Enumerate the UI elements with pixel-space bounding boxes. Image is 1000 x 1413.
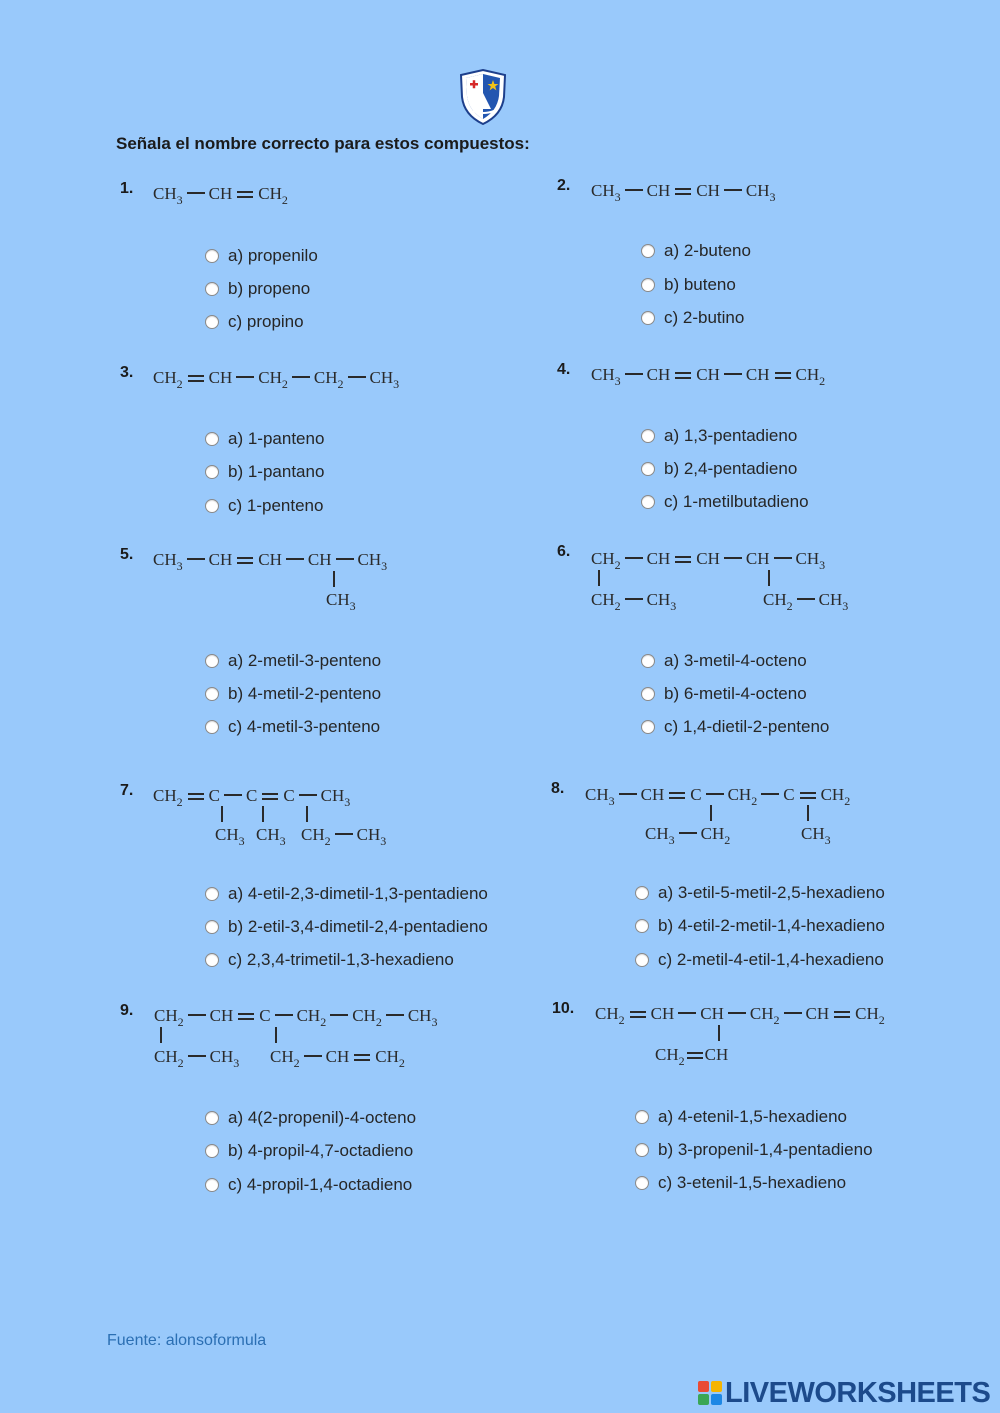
- question-3-option-b[interactable]: b) 1-pantano: [205, 461, 324, 483]
- question-8-formula-main: $CH_3$ CH C $CH_2$ C $CH_2$: [585, 785, 851, 808]
- question-7-formula-branch-3: $CH_2$ $CH_3$: [301, 825, 387, 848]
- question-7-option-a[interactable]: a) 4-etil-2,3-dimetil-1,3-pentadieno: [205, 883, 488, 905]
- question-5-option-c[interactable]: c) 4-metil-3-penteno: [205, 716, 380, 738]
- question-6-option-c[interactable]: c) 1,4-dietil-2-penteno: [641, 716, 829, 738]
- radio-button[interactable]: [641, 462, 655, 476]
- question-5-option-a[interactable]: a) 2-metil-3-penteno: [205, 650, 381, 672]
- question-4-formula: $CH_3$ CH CH CH $CH_2$: [591, 365, 826, 388]
- question-10-formula-branch: $CH_2$ CH: [655, 1045, 729, 1068]
- question-6-vertical-bond-left: [598, 570, 600, 586]
- radio-button[interactable]: [205, 282, 219, 296]
- question-5-vertical-bond: [333, 571, 335, 587]
- radio-button[interactable]: [205, 1178, 219, 1192]
- question-8-option-a[interactable]: a) 3-etil-5-metil-2,5-hexadieno: [635, 882, 885, 904]
- question-10-option-a[interactable]: a) 4-etenil-1,5-hexadieno: [635, 1106, 847, 1128]
- source-credit: Fuente: alonsoformula: [107, 1332, 267, 1349]
- radio-button[interactable]: [641, 687, 655, 701]
- question-6-formula-main: $CH_2$ CH CH CH $CH_3$: [591, 549, 826, 572]
- radio-button[interactable]: [635, 886, 649, 900]
- question-1-option-c[interactable]: c) propino: [205, 311, 304, 333]
- question-6-option-b[interactable]: b) 6-metil-4-octeno: [641, 683, 807, 705]
- radio-button[interactable]: [205, 315, 219, 329]
- liveworksheets-brand[interactable]: [698, 1376, 990, 1410]
- question-2-option-c[interactable]: c) 2-butino: [641, 307, 744, 329]
- radio-button[interactable]: [635, 953, 649, 967]
- question-10-vertical-bond: [718, 1025, 720, 1041]
- radio-button[interactable]: [641, 244, 655, 258]
- question-2-number: 2.: [557, 177, 571, 194]
- radio-button[interactable]: [635, 1143, 649, 1157]
- question-7-vertical-bond-3: [306, 806, 308, 822]
- radio-button[interactable]: [641, 278, 655, 292]
- question-4-option-c[interactable]: c) 1-metilbutadieno: [641, 491, 809, 513]
- question-7-formula-branch-1: $CH_3$: [215, 825, 245, 848]
- question-10-formula-main: $CH_2$ CH CH $CH_2$ CH $CH_2$: [595, 1004, 885, 1027]
- question-9-option-a[interactable]: a) 4(2-propenil)-4-octeno: [205, 1107, 416, 1129]
- question-9-vertical-bond-right: [275, 1027, 277, 1043]
- question-1-option-b[interactable]: b) propeno: [205, 278, 310, 300]
- question-8-option-b[interactable]: b) 4-etil-2-metil-1,4-hexadieno: [635, 915, 885, 937]
- radio-button[interactable]: [641, 311, 655, 325]
- question-8-option-c[interactable]: c) 2-metil-4-etil-1,4-hexadieno: [635, 949, 884, 971]
- question-1-formula: $CH_3$ CH $CH_2$: [153, 184, 288, 207]
- radio-button[interactable]: [635, 1110, 649, 1124]
- radio-button[interactable]: [205, 249, 219, 263]
- question-5-option-b[interactable]: b) 4-metil-2-penteno: [205, 683, 381, 705]
- question-5-number: 5.: [120, 546, 134, 563]
- question-3-option-c[interactable]: c) 1-penteno: [205, 495, 323, 517]
- question-2-formula: $CH_3$ CH CH $CH_3$: [591, 181, 776, 204]
- radio-button[interactable]: [641, 654, 655, 668]
- question-4-option-b[interactable]: b) 2,4-pentadieno: [641, 458, 797, 480]
- brand-name: LIVEWORKSHEETS: [725, 1376, 991, 1409]
- question-9-formula-branch-right: $CH_2$ CH $CH_2$: [270, 1047, 405, 1070]
- question-7-vertical-bond-1: [221, 806, 223, 822]
- radio-button[interactable]: [205, 1111, 219, 1125]
- question-8-number: 8.: [551, 780, 565, 797]
- question-7-option-b[interactable]: b) 2-etil-3,4-dimetil-2,4-pentadieno: [205, 916, 488, 938]
- question-7-formula-main: $CH_2$ C C C $CH_3$: [153, 786, 351, 809]
- question-8-formula-branch-right: $CH_3$: [801, 824, 831, 847]
- question-9-option-c[interactable]: c) 4-propil-1,4-octadieno: [205, 1174, 412, 1196]
- question-9-number: 9.: [120, 1002, 134, 1019]
- question-10-option-b[interactable]: b) 3-propenil-1,4-pentadieno: [635, 1139, 873, 1161]
- radio-button[interactable]: [205, 720, 219, 734]
- question-8-formula-branch-left: $CH_3$ $CH_2$: [645, 824, 731, 847]
- radio-button[interactable]: [635, 919, 649, 933]
- radio-button[interactable]: [635, 1176, 649, 1190]
- question-3-number: 3.: [120, 364, 134, 381]
- question-4-option-a[interactable]: a) 1,3-pentadieno: [641, 425, 797, 447]
- radio-button[interactable]: [205, 953, 219, 967]
- question-8-vertical-bond-right: [807, 805, 809, 821]
- question-6-option-a[interactable]: a) 3-metil-4-octeno: [641, 650, 807, 672]
- radio-button[interactable]: [205, 432, 219, 446]
- question-4-number: 4.: [557, 361, 571, 378]
- radio-button[interactable]: [205, 887, 219, 901]
- question-6-number: 6.: [557, 543, 571, 560]
- question-8-vertical-bond-left: [710, 805, 712, 821]
- question-9-option-b[interactable]: b) 4-propil-4,7-octadieno: [205, 1140, 413, 1162]
- question-1-number: 1.: [120, 180, 134, 197]
- question-10-option-c[interactable]: c) 3-etenil-1,5-hexadieno: [635, 1172, 846, 1194]
- question-5-formula-branch: $CH_3$: [326, 590, 356, 613]
- question-9-formula-main: $CH_2$ CH C $CH_2$ $CH_2$ $CH_3$: [154, 1006, 438, 1029]
- radio-button[interactable]: [641, 720, 655, 734]
- question-6-formula-branch-left: $CH_2$ $CH_3$: [591, 590, 677, 613]
- radio-button[interactable]: [205, 465, 219, 479]
- question-6-vertical-bond-right: [768, 570, 770, 586]
- question-3-formula: $CH_2$ CH $CH_2$ $CH_2$ $CH_3$: [153, 368, 400, 391]
- liveworksheets-logo-icon: [698, 1381, 722, 1405]
- radio-button[interactable]: [205, 920, 219, 934]
- instruction-heading: Señala el nombre correcto para estos compuestos:: [116, 134, 530, 153]
- question-7-vertical-bond-2: [262, 806, 264, 822]
- radio-button[interactable]: [641, 429, 655, 443]
- question-9-formula-branch-left: $CH_2$ $CH_3$: [154, 1047, 240, 1070]
- question-7-number: 7.: [120, 782, 134, 799]
- question-7-formula-branch-2: $CH_3$: [256, 825, 286, 848]
- question-2-option-a[interactable]: a) 2-buteno: [641, 240, 751, 262]
- school-shield-logo: [458, 69, 508, 125]
- radio-button[interactable]: [205, 654, 219, 668]
- question-1-option-a[interactable]: a) propenilo: [205, 245, 318, 267]
- radio-button[interactable]: [641, 495, 655, 509]
- question-3-option-a[interactable]: a) 1-panteno: [205, 428, 324, 450]
- radio-button[interactable]: [205, 687, 219, 701]
- question-7-option-c[interactable]: c) 2,3,4-trimetil-1,3-hexadieno: [205, 949, 454, 971]
- question-2-option-b[interactable]: b) buteno: [641, 274, 736, 296]
- question-5-formula-main: $CH_3$ CH CH CH $CH_3$: [153, 550, 388, 573]
- question-10-number: 10.: [552, 1000, 575, 1017]
- radio-button[interactable]: [205, 499, 219, 513]
- question-9-vertical-bond-left: [160, 1027, 162, 1043]
- radio-button[interactable]: [205, 1144, 219, 1158]
- question-6-formula-branch-right: $CH_2$ $CH_3$: [763, 590, 849, 613]
